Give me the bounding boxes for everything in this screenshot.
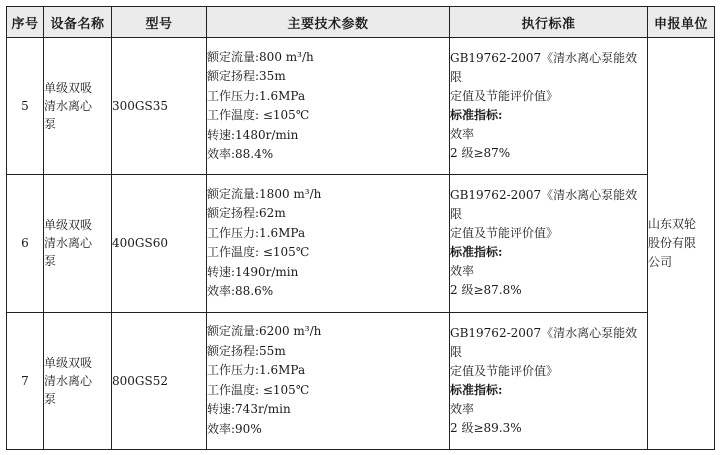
standard-efficiency-label: 效率 (450, 264, 475, 279)
row-device-name (44, 38, 112, 175)
standard-title: 定值及节能评价值》 (450, 89, 559, 104)
param-pressure: 工作压力:1.6MPa (207, 363, 306, 378)
standard-indicator-label: 标准指标: (450, 382, 503, 397)
param-head: 额定扬程:35m (207, 69, 286, 84)
table-row (7, 175, 715, 312)
standard-title: 定值及节能评价值》 (450, 363, 559, 378)
standard-indicator-label: 标准指标: (450, 108, 503, 123)
standard-efficiency-value: 2 级≥89.3% (450, 420, 522, 435)
row-seq: 7 (7, 312, 44, 449)
declaring-unit (648, 38, 715, 450)
param-pressure: 工作压力:1.6MPa (207, 225, 306, 240)
standard-code: GB19762-2007《清水离心泵能效限 (450, 51, 638, 85)
row-standard (450, 312, 648, 449)
param-speed: 转速:743r/min (207, 402, 291, 417)
header-standard: 执行标准 (450, 7, 648, 38)
param-head: 额定扬程:62m (207, 206, 286, 221)
unit-line: 山东双轮 (648, 217, 697, 231)
param-temperature: 工作温度: ≤105℃ (207, 108, 310, 123)
param-efficiency: 效率:90% (207, 421, 262, 436)
device-name-line: 清水离心 (44, 373, 93, 388)
table-row (7, 38, 715, 175)
row-standard (450, 38, 648, 175)
param-efficiency: 效率:88.6% (207, 284, 274, 299)
row-device-name (44, 312, 112, 449)
row-model: 400GS60 (112, 175, 207, 312)
row-seq: 5 (7, 38, 44, 175)
param-head: 额定扬程:55m (207, 343, 286, 358)
row-standard (450, 175, 648, 312)
standard-efficiency-value: 2 级≥87% (450, 146, 511, 161)
device-name-line: 泵 (44, 254, 57, 269)
row-model: 800GS52 (112, 312, 207, 449)
header-params: 主要技术参数 (207, 7, 450, 38)
header-model: 型号 (112, 7, 207, 38)
standard-efficiency-label: 效率 (450, 127, 475, 142)
standard-title: 定值及节能评价值》 (450, 226, 559, 241)
row-model: 300GS35 (112, 38, 207, 175)
header-seq: 序号 (7, 7, 44, 38)
standard-indicator-label: 标准指标: (450, 245, 503, 260)
device-name-line: 清水离心 (44, 99, 93, 114)
device-name-line: 泵 (44, 117, 57, 132)
equipment-spec-table (6, 6, 715, 450)
standard-code: GB19762-2007《清水离心泵能效限 (450, 325, 638, 359)
row-params (207, 38, 450, 175)
param-flow: 额定流量:800 m³/h (207, 49, 314, 64)
param-pressure: 工作压力:1.6MPa (207, 88, 306, 103)
row-device-name (44, 175, 112, 312)
row-params (207, 312, 450, 449)
unit-line: 公司 (648, 255, 673, 269)
param-temperature: 工作温度: ≤105℃ (207, 245, 310, 260)
device-name-line: 单级双吸 (44, 355, 93, 370)
device-name-line: 清水离心 (44, 236, 93, 251)
header-name: 设备名称 (44, 7, 112, 38)
row-params (207, 175, 450, 312)
param-efficiency: 效率:88.4% (207, 147, 274, 162)
header-unit: 申报单位 (648, 7, 715, 38)
param-flow: 额定流量:6200 m³/h (207, 324, 322, 339)
standard-efficiency-value: 2 级≥87.8% (450, 283, 522, 298)
device-name-line: 泵 (44, 391, 57, 406)
param-temperature: 工作温度: ≤105℃ (207, 382, 310, 397)
param-speed: 转速:1490r/min (207, 264, 299, 279)
unit-line: 股份有限 (648, 236, 697, 250)
device-name-line: 单级双吸 (44, 81, 93, 96)
standard-efficiency-label: 效率 (450, 401, 475, 416)
table-row (7, 312, 715, 449)
param-flow: 额定流量:1800 m³/h (207, 186, 322, 201)
device-name-line: 单级双吸 (44, 218, 93, 233)
param-speed: 转速:1480r/min (207, 127, 299, 142)
header-row (7, 7, 715, 38)
standard-code: GB19762-2007《清水离心泵能效限 (450, 188, 638, 222)
row-seq: 6 (7, 175, 44, 312)
